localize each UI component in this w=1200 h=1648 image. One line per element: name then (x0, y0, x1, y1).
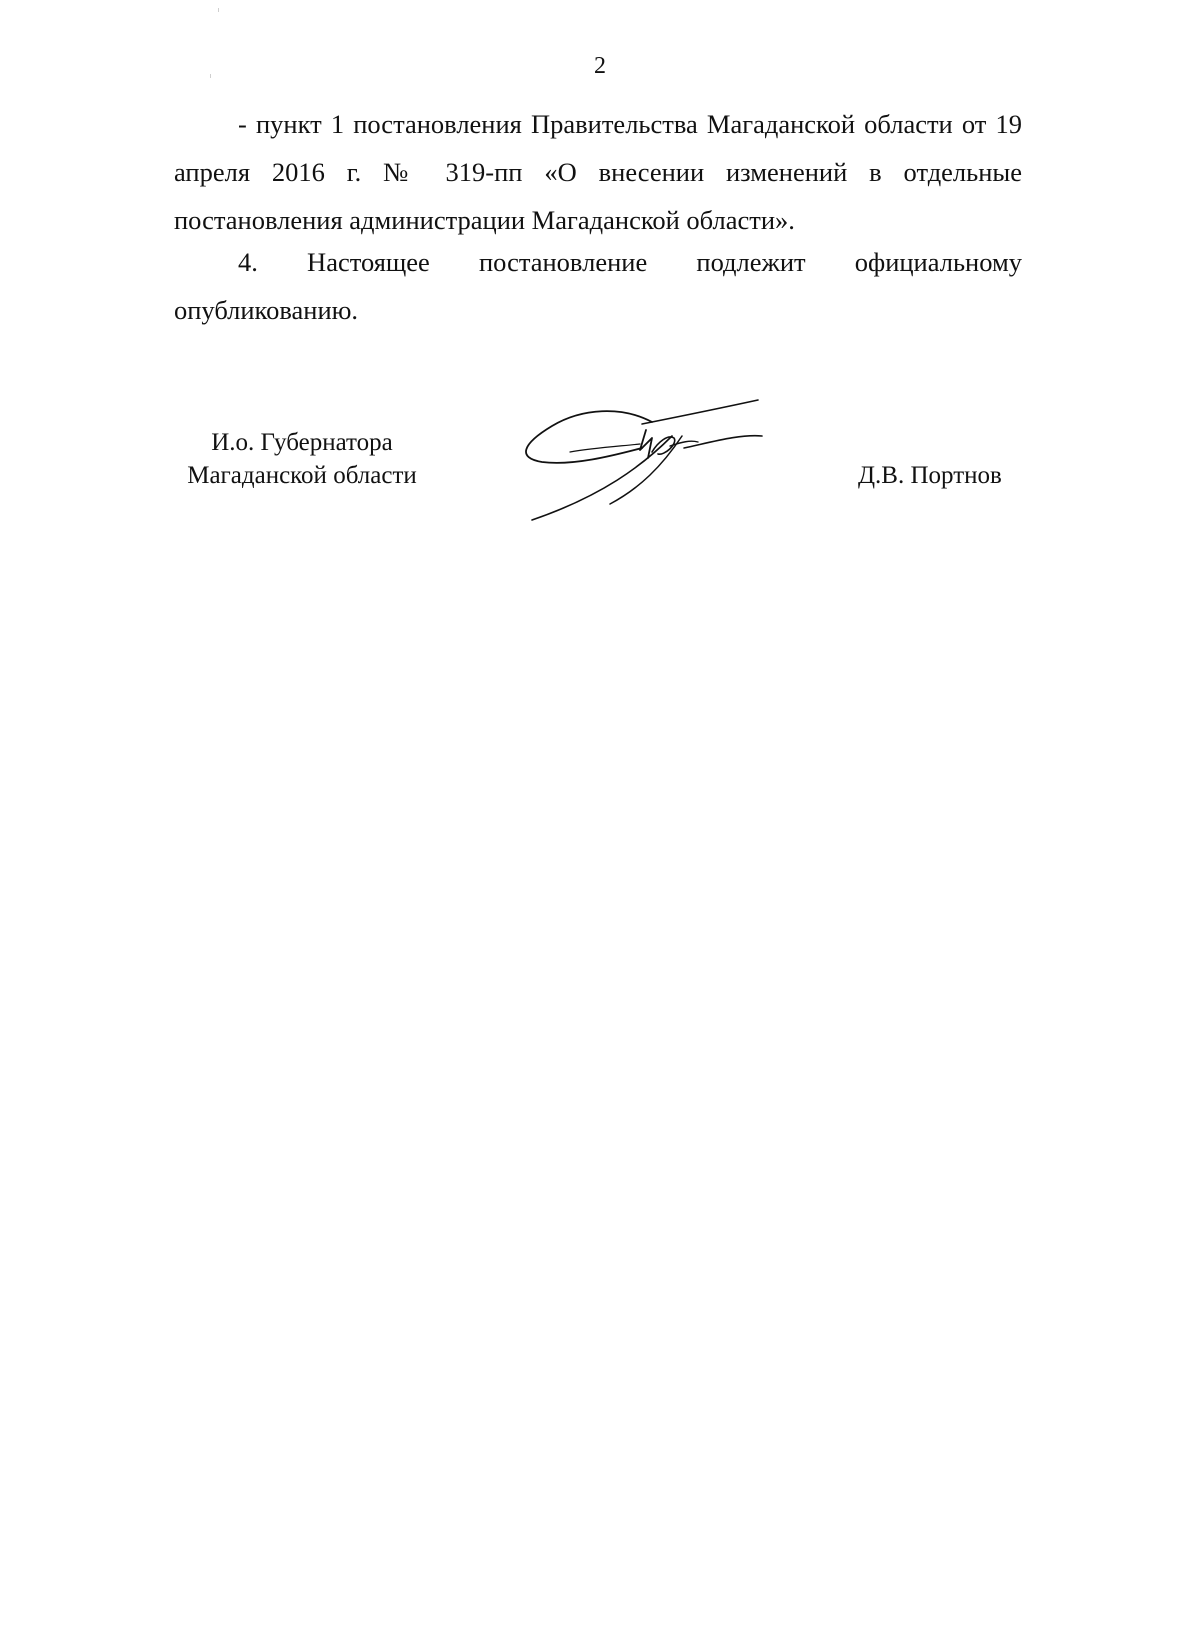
paragraph-publication: 4. Настоящее постановление подлежит официальному опубликованию. (174, 247, 1022, 325)
scan-mark (218, 8, 219, 12)
paragraph-repeal-item: - пункт 1 постановления Правительства Магаданской области от 19 апреля 2016 г. № 319-пп «О внесении изменений в отдельные постановления администрации Магаданской области». (174, 109, 1022, 235)
handwritten-signature (512, 396, 772, 526)
signer-position (172, 426, 432, 492)
page-number: 2 (594, 53, 606, 79)
signer-name: Д.В. Портнов (858, 462, 1002, 489)
signer-position-line2: Магаданской области (187, 462, 417, 489)
signer-position-line1: И.о. Губернатора (211, 429, 393, 456)
signature-block (0, 426, 1200, 546)
